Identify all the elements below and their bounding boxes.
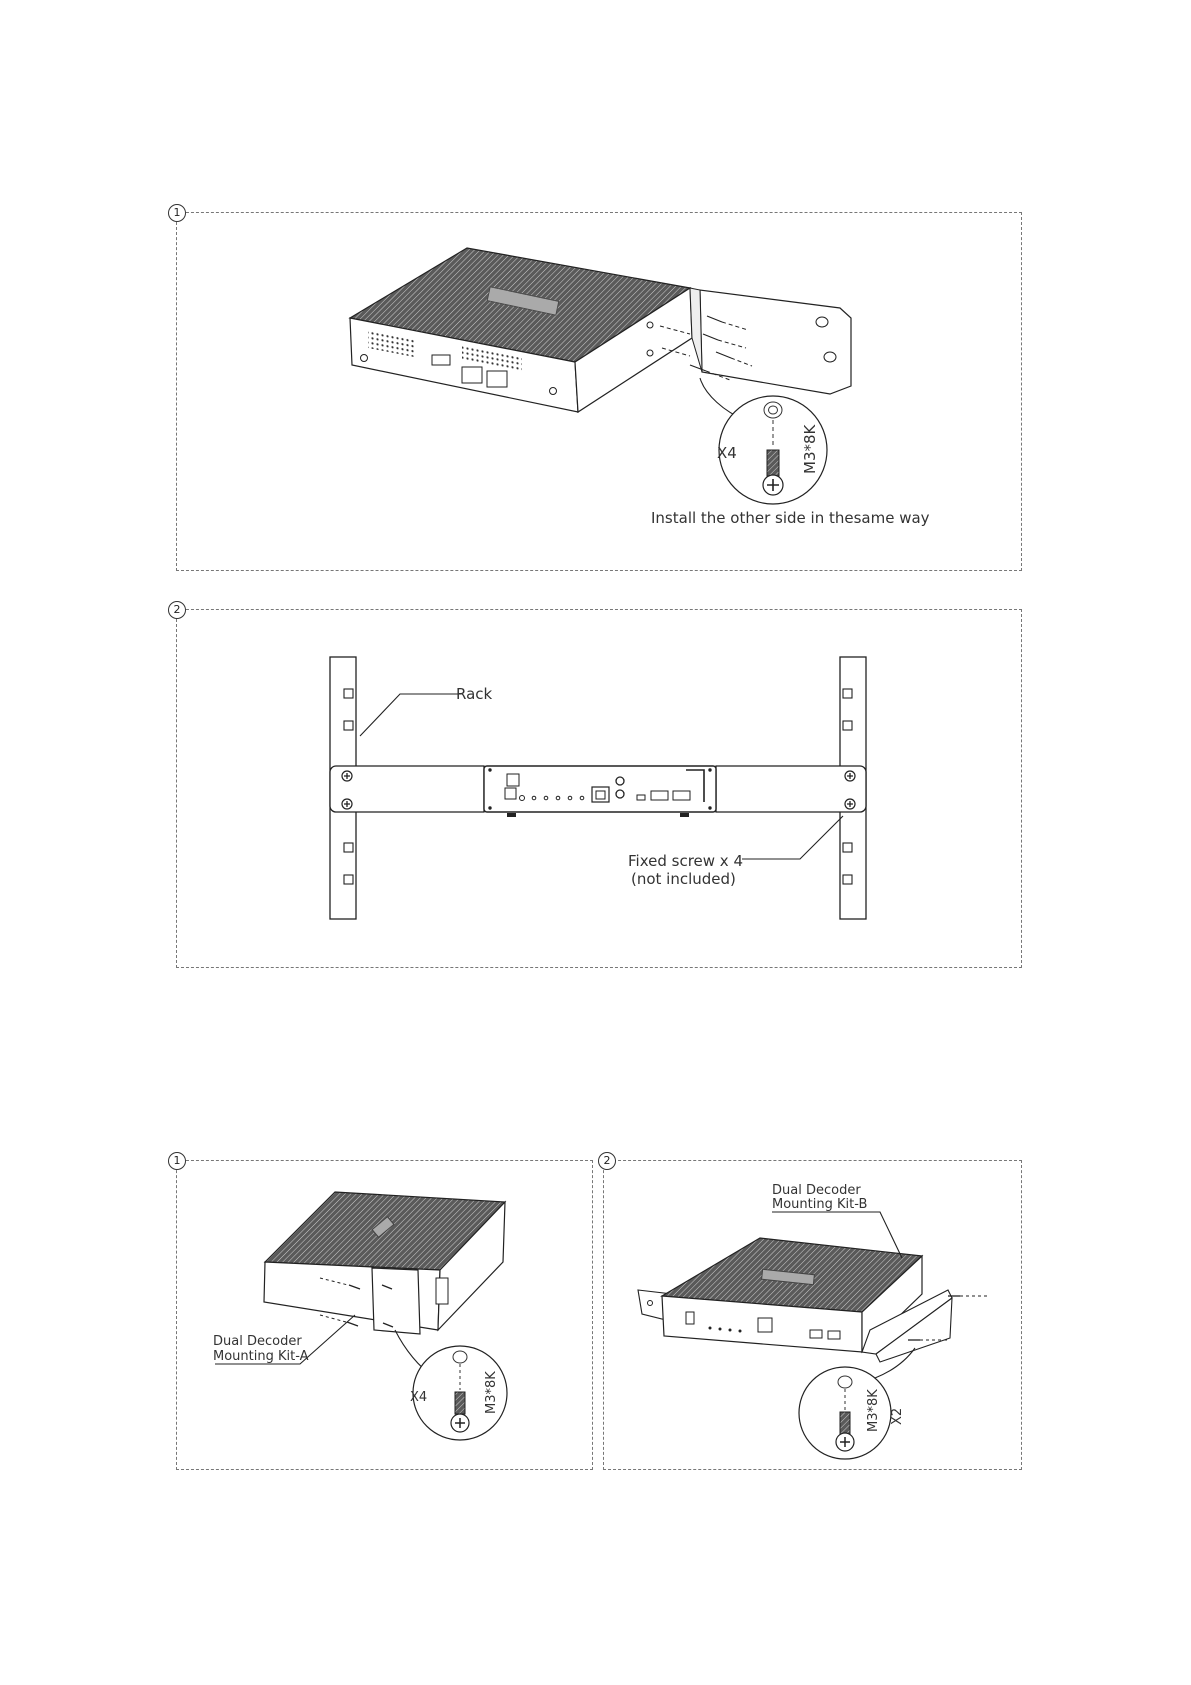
kit-a-quantity-label: X4 (410, 1390, 428, 1405)
step-number-1: 1 (168, 204, 186, 222)
step-number-2: 2 (168, 601, 186, 619)
kit-a-label-line2: Mounting Kit-A (213, 1349, 309, 1364)
fixed-screw-note: (not included) (631, 870, 736, 888)
install-note: Install the other side in thesame way (651, 509, 930, 527)
kit-a-label-line1: Dual Decoder (213, 1334, 302, 1349)
kit-b-label-line1: Dual Decoder (772, 1183, 861, 1198)
kit-a-screw-spec-label: M3*8K (484, 1371, 499, 1414)
step-number-kit-b: 2 (598, 1152, 616, 1170)
screw-quantity-label: X4 (717, 444, 737, 462)
step-number-kit-a: 1 (168, 1152, 186, 1170)
rack-label: Rack (456, 685, 493, 703)
screw-spec-label: M3*8K (801, 424, 819, 474)
kit-b-screw-spec-label: M3*8K (866, 1389, 881, 1432)
kit-b-quantity-label: X2 (890, 1407, 905, 1425)
fixed-screw-label: Fixed screw x 4 (628, 852, 743, 870)
kit-b-label-line2: Mounting Kit-B (772, 1197, 868, 1212)
